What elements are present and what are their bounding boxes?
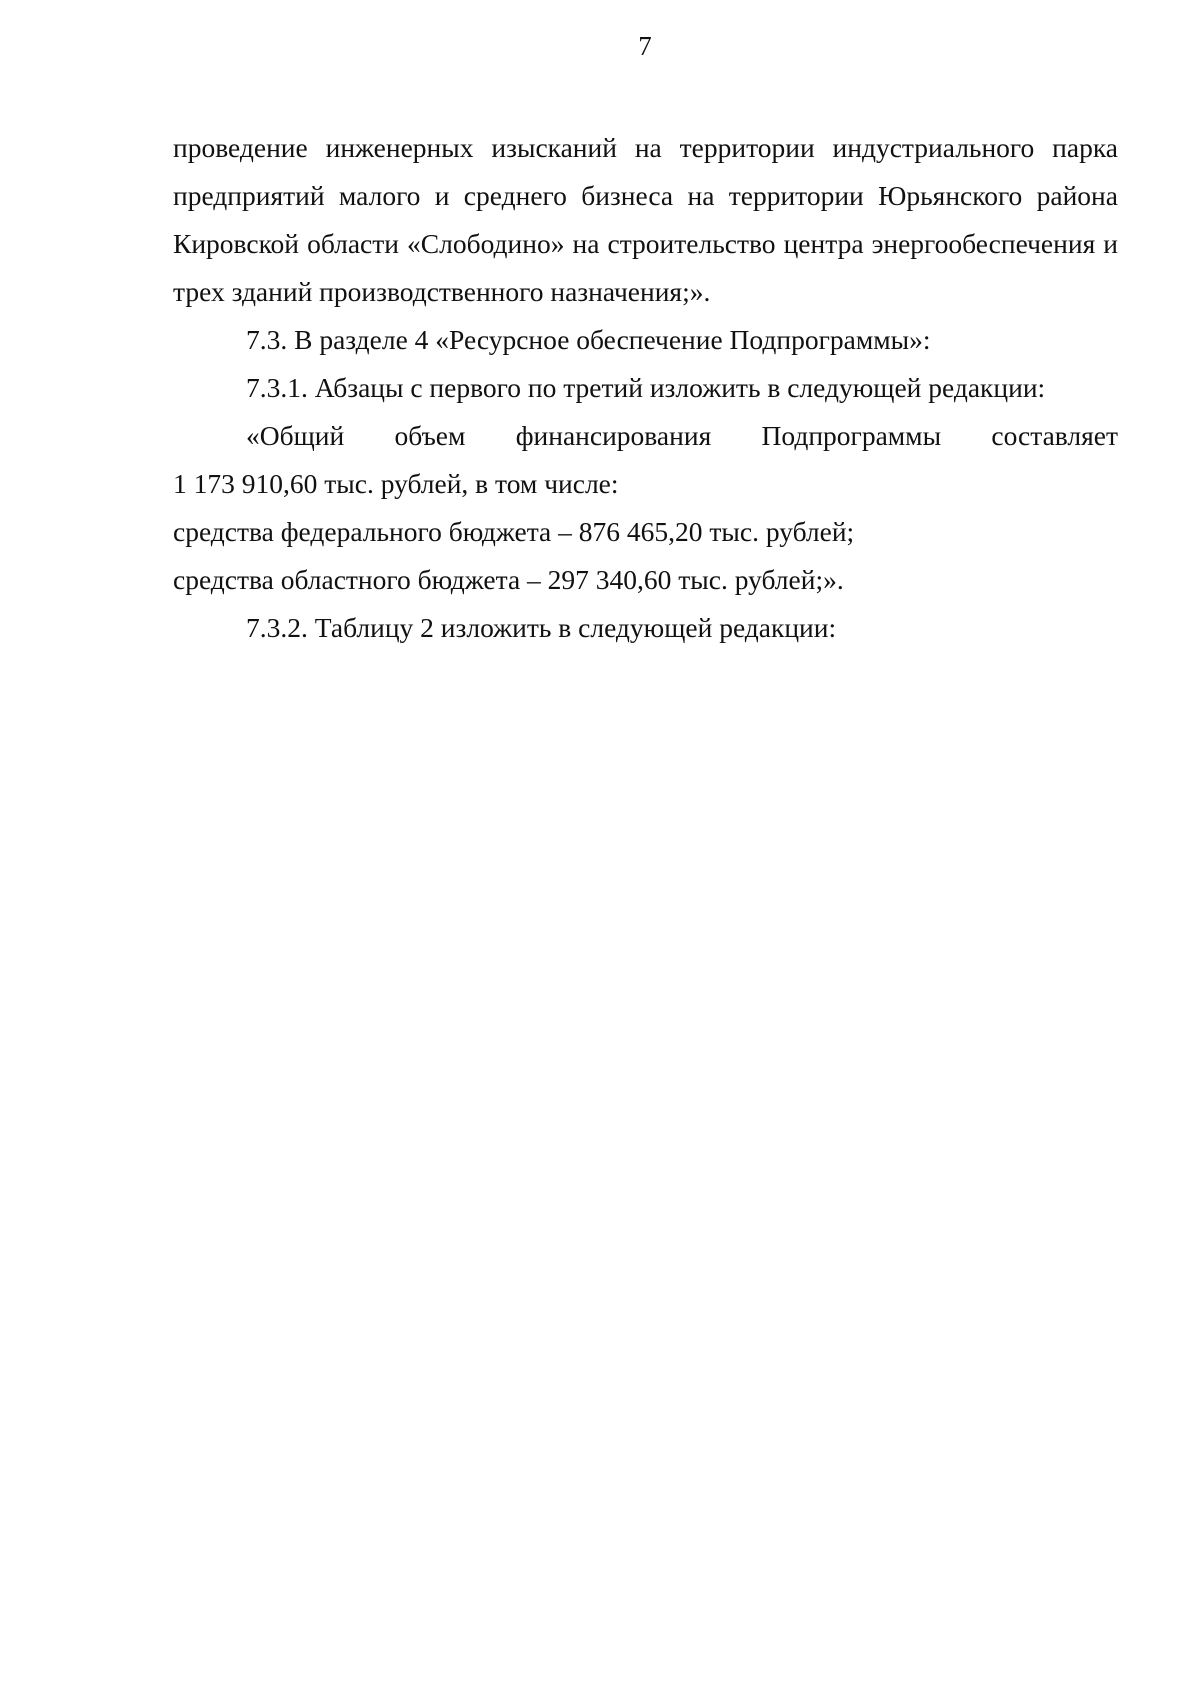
- paragraph-regional-budget: средства областного бюджета – 297 340,60 тыс. рублей;».: [173, 564, 844, 595]
- paragraph-section-7-3-2: 7.3.2. Таблицу 2 изложить в следующей редакции:: [246, 612, 837, 643]
- document-body: [173, 124, 1118, 652]
- paragraph-federal-budget: средства федерального бюджета – 876 465,20 тыс. рублей;: [173, 516, 855, 547]
- paragraph-total-financing: «Общий объем финансирования Подпрограммы составляет: [246, 420, 1118, 451]
- paragraph-section-7-3-1: 7.3.1. Абзацы с первого по третий изложить в следующей редакции:: [246, 372, 1046, 403]
- paragraph-total-financing-amount: 1 173 910,60 тыс. рублей, в том числе:: [173, 468, 619, 499]
- page-number: 7: [638, 31, 652, 61]
- paragraph-engineering-surveys: проведение инженерных изысканий на территории индустриального парка предприятий малого и среднего бизнеса на территории Юрьянского района Кировской области «Слободино» на строительство центра энергообеспечения и трех зданий производственного назначения;».: [173, 132, 1118, 307]
- paragraph-section-7-3: 7.3. В разделе 4 «Ресурсное обеспечение Подпрограммы»:: [246, 324, 931, 355]
